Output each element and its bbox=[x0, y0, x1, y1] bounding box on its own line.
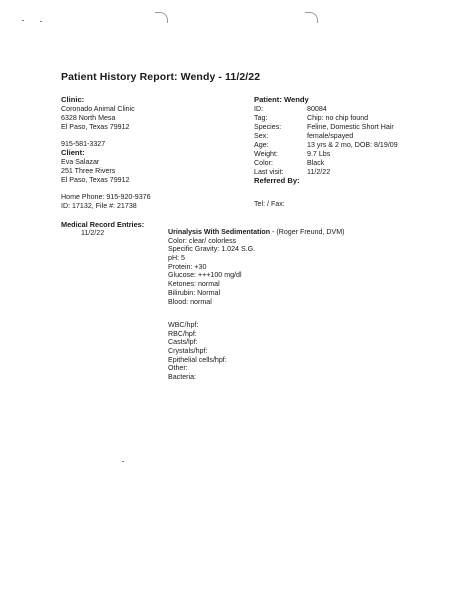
client-city: El Paso, Texas 79912 bbox=[61, 176, 130, 184]
patient-field-color: Color: Black bbox=[254, 159, 325, 167]
sediment-line: WBC/hpf: bbox=[168, 321, 199, 329]
ua-line: Specific Gravity: 1.024 S.G. bbox=[168, 245, 256, 254]
client-contact bbox=[61, 193, 151, 211]
patient-field-sex: Sex: female/spayed bbox=[254, 132, 354, 140]
clinic-name: Coronado Animal Clinic bbox=[61, 105, 135, 113]
patient-fields bbox=[254, 105, 398, 177]
sediment-entry bbox=[168, 321, 227, 382]
ua-line: pH: 5 bbox=[168, 254, 185, 263]
patient-field-last-visit: Last visit: 11/2/22 bbox=[254, 168, 331, 176]
punch-hole-left bbox=[155, 12, 168, 23]
sediment-line: RBC/hpf: bbox=[168, 329, 197, 338]
entry-title: Urinalysis With Sedimentation bbox=[168, 228, 271, 236]
referred-heading: Referred By: bbox=[254, 176, 300, 185]
client-home-phone: Home Phone: 915-920-9376 bbox=[61, 193, 151, 201]
entry-author: - (Roger Freund, DVM) bbox=[270, 228, 345, 236]
ua-line: Glucose: +++100 mg/dl bbox=[168, 271, 242, 280]
client-name: Eva Salazar bbox=[61, 158, 100, 166]
medical-records-heading: Medical Record Entries: bbox=[61, 220, 145, 229]
scan-speck bbox=[22, 20, 24, 21]
medical-record-date: 11/2/22 bbox=[81, 229, 105, 237]
report-title: Patient History Report: Wendy - 11/2/22 bbox=[61, 71, 261, 83]
scan-speck bbox=[122, 461, 124, 462]
ua-line: Ketones: normal bbox=[168, 280, 220, 289]
referred-tel-fax: Tel: / Fax: bbox=[254, 200, 285, 208]
urinalysis-entry bbox=[168, 228, 345, 306]
patient-field-weight: Weight: 9.7 Lbs bbox=[254, 150, 331, 158]
clinic-heading: Clinic: bbox=[61, 95, 85, 104]
sediment-line: Crystals/hpf: bbox=[168, 347, 208, 356]
entry-header bbox=[168, 228, 345, 237]
ua-line: Color: clear/ colorless bbox=[168, 236, 237, 245]
ua-line: Blood: normal bbox=[168, 297, 212, 306]
client-address bbox=[61, 158, 130, 185]
sediment-line: Epithelial cells/hpf: bbox=[168, 355, 227, 364]
patient-field-tag: Tag: Chip: no chip found bbox=[254, 114, 369, 122]
clinic-section bbox=[61, 95, 135, 132]
patient-field-id: ID: 80084 bbox=[254, 105, 327, 113]
clinic-city: El Paso, Texas 79912 bbox=[61, 123, 130, 131]
patient-field-age: Age: 13 yrs & 2 mo, DOB: 8/19/09 bbox=[254, 141, 398, 149]
client-id: ID: 17132, File #: 21738 bbox=[61, 202, 137, 210]
sediment-line: Casts/lpf: bbox=[168, 338, 198, 347]
punch-hole-right bbox=[305, 12, 318, 23]
patient-section bbox=[254, 95, 398, 177]
client-street: 251 Three Rivers bbox=[61, 167, 116, 175]
client-section bbox=[61, 148, 130, 185]
sediment-line: Other: bbox=[168, 364, 188, 373]
ua-line: Protein: +30 bbox=[168, 262, 207, 271]
scan-speck bbox=[40, 21, 42, 22]
patient-field-species: Species: Feline, Domestic Short Hair bbox=[254, 123, 394, 131]
client-heading: Client: bbox=[61, 148, 85, 157]
clinic-street: 6328 North Mesa bbox=[61, 114, 116, 122]
ua-line: Bilirubin: Normal bbox=[168, 288, 221, 297]
clinic-address bbox=[61, 105, 135, 132]
clinic-phone: 915-581-3327 bbox=[61, 140, 106, 148]
sediment-line: Bacteria: bbox=[168, 373, 196, 382]
patient-heading: Patient: Wendy bbox=[254, 95, 309, 104]
